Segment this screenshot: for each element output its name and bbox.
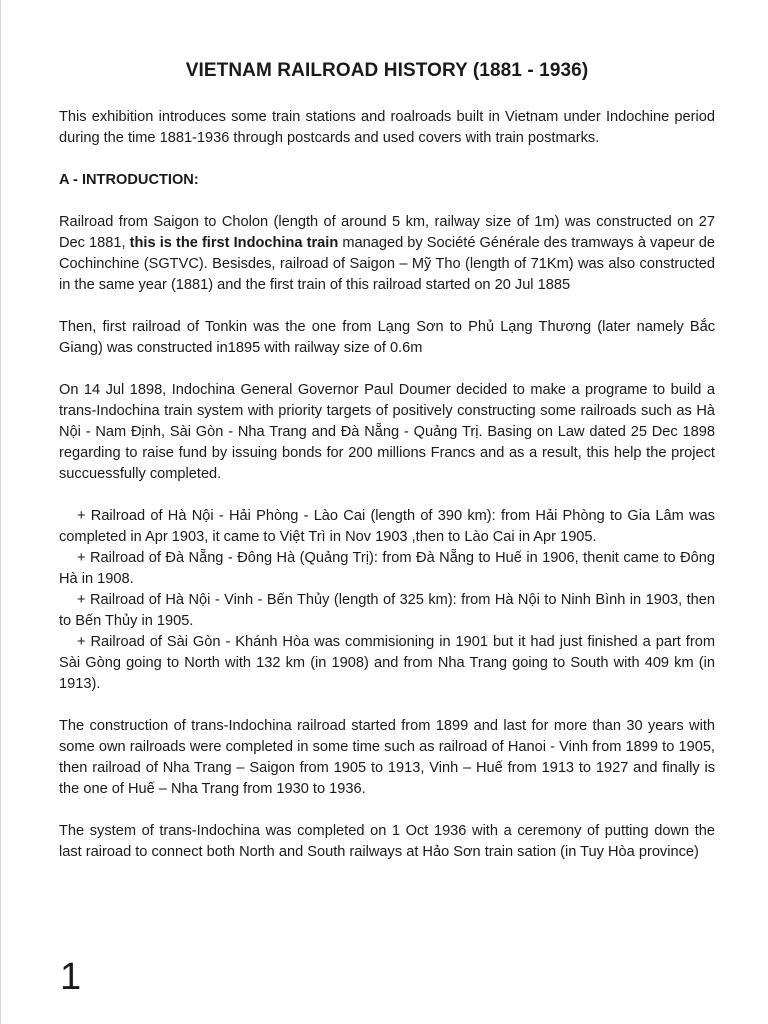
paragraph-text: managed by Société Générale des tramways à vapeur de Cochinchine (SGTVC). Besisdes, railroad of Saigon – Mỹ Tho (length of 71Km) was also constructed in the same year (1881) and the first train of this railroad started on 20 Jul 1885	[59, 235, 715, 293]
list-item: + Railroad of Hà Nội - Vinh - Bến Thủy (length of 325 km): from Hà Nội to Ninh Bình in 1903, then to Bến Thủy in 1905.	[59, 592, 715, 629]
intro-paragraph: This exhibition introduces some train stations and roalroads built in Vietnam under Indochine period during the time 1881-1936 through postcards and used covers with train postmarks.	[59, 109, 715, 146]
list-item: + Railroad of Hà Nội - Hải Phòng - Lào Cai (length of 390 km): from Hải Phòng to Gia Lâm was completed in Apr 1903, it came to Việt Trì in Nov 1903 ,then to Lào Cai in Apr 1905.	[59, 508, 715, 545]
list-item: + Railroad of Sài Gòn - Khánh Hòa was commisioning in 1901 but it had just finished a part from Sài Gòng going to North with 132 km (in 1908) and from Nha Trang going to South with 409 km (in 1913).	[59, 634, 715, 692]
paragraph-construction-period: The construction of trans-Indochina railroad started from 1899 and last for more than 30 years with some own railroads were completed in some time such as railroad of Hanoi - Vinh from 1899 to 1905, then railroad of Nha Trang – Saigon from 1905 to 1913, Vinh – Huế from 1913 to 1927 and finally is the one of Huế – Nha Trang from 1930 to 1936.	[59, 718, 715, 797]
list-item: + Railroad of Đà Nẵng - Đông Hà (Quảng Trị): from Đà Nẵng to Huế in 1906, thenit came to Đông Hà in 1908.	[59, 550, 715, 587]
paragraph-tonkin-railroad: Then, first railroad of Tonkin was the one from Lạng Sơn to Phủ Lạng Thương (later namely Bắc Giang) was constructed in1895 with railway size of 0.6m	[59, 319, 715, 356]
railroad-bullet-list	[59, 506, 715, 695]
document-title: VIETNAM RAILROAD HISTORY (1881 - 1936)	[185, 60, 589, 81]
page-number: 1	[60, 956, 82, 998]
paragraph-doumer-programme: On 14 Jul 1898, Indochina General Governor Paul Doumer decided to make a programe to build a trans-Indochina train system with priority targets of positively constructing some railroads such as Hà Nội - Nam Định, Sài Gòn - Nha Trang and Đà Nẵng - Quảng Trị. Basing on Law dated 25 Dec 1898 regarding to raise fund by issuing bonds for 200 millions Francs and as a result, this help the project succuessfully completed.	[59, 382, 715, 482]
paragraph-text: Railroad from Saigon to Cholon (length of around 5 km, railway size of 1m) was constructed on 27 Dec 1881,	[59, 214, 715, 251]
section-a-heading: A - INTRODUCTION:	[59, 172, 199, 188]
paragraph-completion: The system of trans-Indochina was completed on 1 Oct 1936 with a ceremony of putting down the last rairoad to connect both North and South railways at Hảo Sơn train sation (in Tuy Hòa province)	[59, 823, 715, 860]
paragraph-first-railroad	[59, 212, 715, 296]
document-content	[59, 58, 715, 884]
first-train-emphasis: this is the first Indochina train	[129, 235, 339, 251]
